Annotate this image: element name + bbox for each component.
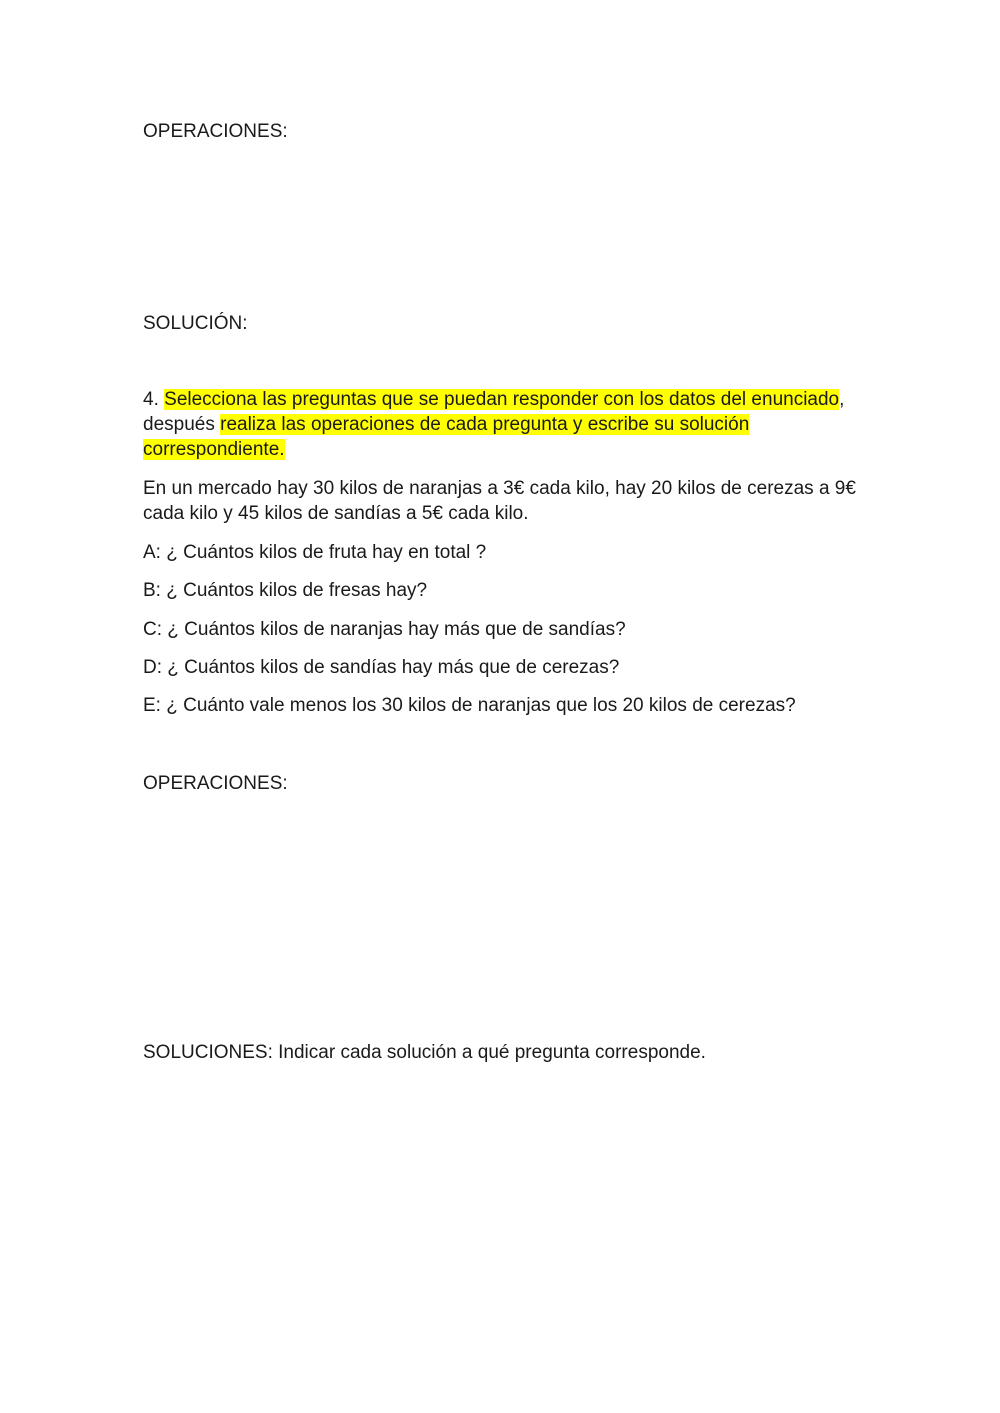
option-b: B: ¿ Cuántos kilos de fresas hay? (143, 580, 428, 601)
highlighted-instruction-2: realiza las operaciones de cada pregunta y escribe su solución correspondiente. (143, 414, 750, 460)
option-a: A: ¿ Cuántos kilos de fruta hay en total ? (143, 542, 487, 563)
question-4-instruction (143, 387, 863, 462)
instruction-connector: , después (143, 389, 845, 435)
solucion-label: SOLUCIÓN: (143, 313, 248, 334)
soluciones-label: SOLUCIONES: Indicar cada solución a qué pregunta corresponde. (143, 1042, 706, 1063)
question-number: 4. (143, 389, 159, 410)
operaciones-label-2: OPERACIONES: (143, 773, 288, 794)
option-e: E: ¿ Cuánto vale menos los 30 kilos de naranjas que los 20 kilos de cerezas? (143, 695, 796, 716)
operaciones-label-1: OPERACIONES: (143, 121, 288, 142)
option-d: D: ¿ Cuántos kilos de sandías hay más que de cerezas? (143, 657, 620, 678)
problem-statement: En un mercado hay 30 kilos de naranjas a 3€ cada kilo, hay 20 kilos de cerezas a 9€ cada kilo y 45 kilos de sandías a 5€ cada kilo. (143, 478, 856, 524)
option-c: C: ¿ Cuántos kilos de naranjas hay más que de sandías? (143, 619, 626, 640)
highlighted-instruction-1: Selecciona las preguntas que se puedan responder con los datos del enunciado (164, 389, 840, 410)
